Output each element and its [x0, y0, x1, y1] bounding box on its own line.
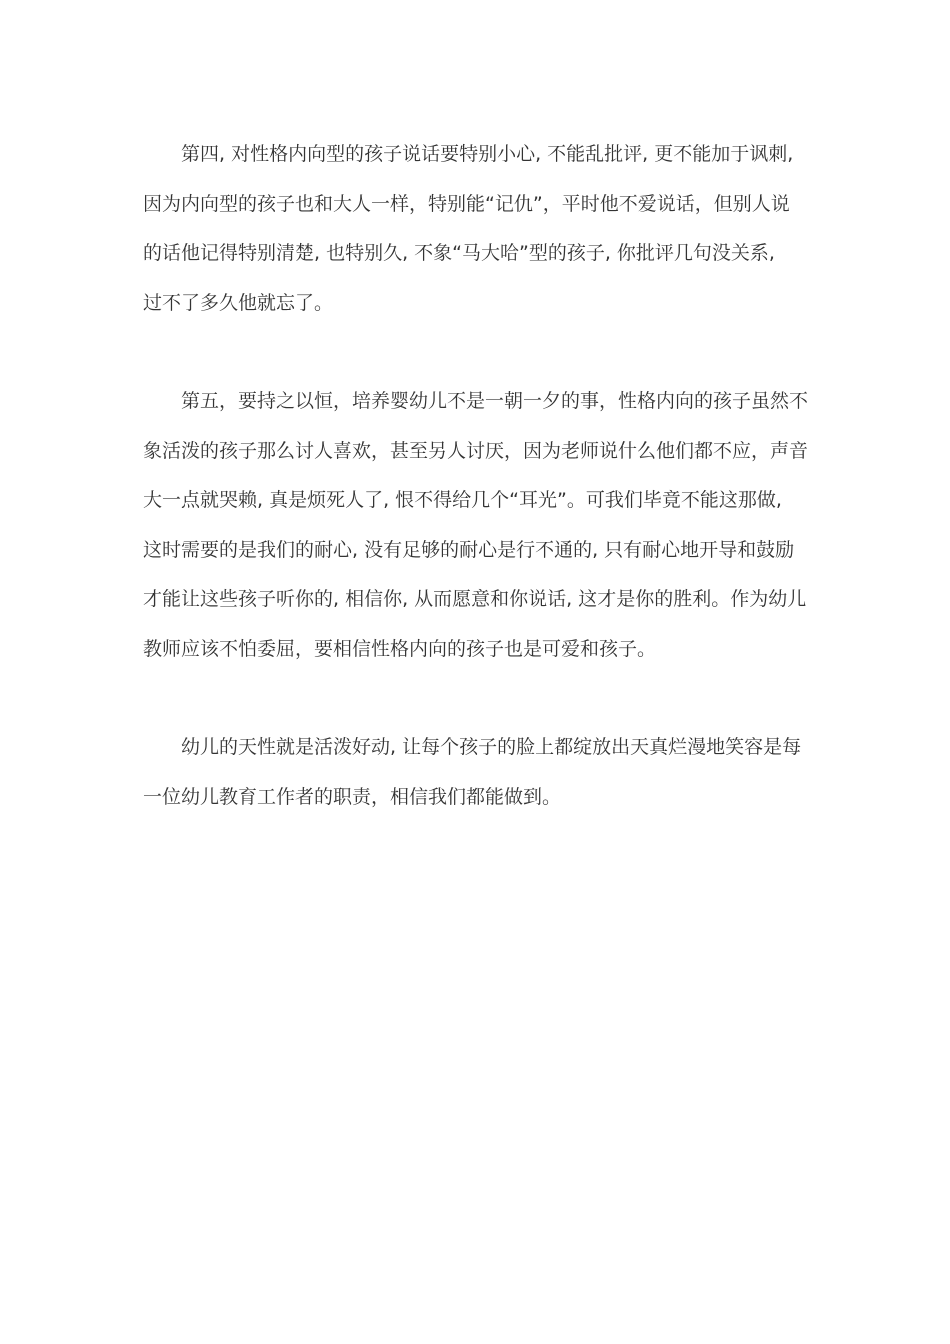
paragraph-line: 这时需要的是我们的耐心, 没有足够的耐心是行不通的, 只有耐心地开导和鼓励: [143, 538, 795, 561]
paragraph-line: 第五，要持之以恒，培养婴幼儿不是一朝一夕的事，性格内向的孩子虽然不: [181, 390, 809, 412]
paragraph-line: 因为内向型的孩子也和大人一样，特别能“记仇”，平时他不爱说话，但别人说: [143, 192, 790, 215]
paragraph-line: 象活泼的孩子那么讨人喜欢，甚至另人讨厌，因为老师说什么他们都不应，声音: [143, 439, 809, 462]
paragraph-spacer: [143, 674, 807, 723]
paragraph-5: [143, 377, 807, 674]
paragraph-line: 大一点就哭赖, 真是烦死人了, 恨不得给几个“耳光”。可我们毕竟不能这那做,: [143, 489, 782, 511]
paragraph-conclusion: [143, 723, 807, 822]
paragraph-spacer: [143, 328, 807, 377]
document-body: [143, 130, 807, 822]
paragraph-line: 一位幼儿教育工作者的职责，相信我们都能做到。: [143, 785, 562, 808]
paragraph-line: 过不了多久他就忘了。: [143, 291, 334, 314]
paragraph-line: 的话他记得特别清楚, 也特别久, 不象“马大哈”型的孩子, 你批评几句没关系,: [143, 242, 775, 264]
paragraph-line: 幼儿的天性就是活泼好动, 让每个孩子的脸上都绽放出天真烂漫地笑容是每: [181, 736, 802, 758]
paragraph-line: 才能让这些孩子听你的, 相信你, 从而愿意和你说话, 这才是你的胜利。作为幼儿: [143, 588, 807, 610]
paragraph-line: 教师应该不怕委屈，要相信性格内向的孩子也是可爱和孩子。: [143, 637, 657, 660]
paragraph-line: 第四, 对性格内向型的孩子说话要特别小心, 不能乱批评, 更不能加于讽刺,: [181, 143, 794, 165]
paragraph-4: [143, 130, 807, 328]
